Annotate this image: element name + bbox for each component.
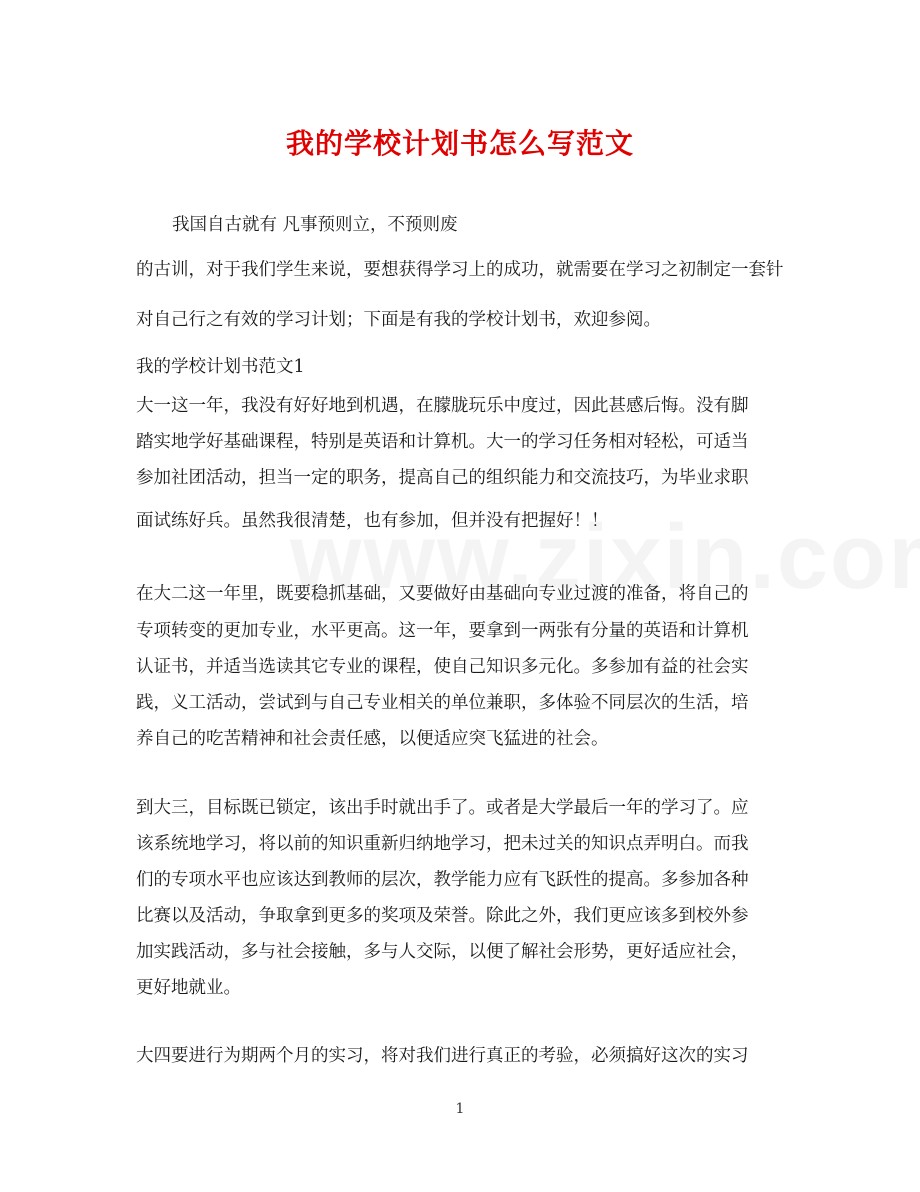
- paragraph-line: 更好地就业。: [136, 978, 241, 998]
- page-number: 1: [455, 1101, 465, 1117]
- paragraph-line: 养自己的吃苦精神和社会责任感，以便适应突飞猛进的社会。: [136, 729, 609, 749]
- paragraph-line: 到大三，目标既已锁定，该出手时就出手了。或者是大学最后一年的学习了。应: [136, 798, 749, 818]
- paragraph-line: 踏实地学好基础课程，特别是英语和计算机。大一的学习任务相对轻松，可适当: [136, 432, 749, 452]
- document-title: 我的学校计划书怎么写范文: [285, 127, 634, 160]
- paragraph-line: 践，义工活动，尝试到与自己专业相关的单位兼职，多体验不同层次的生活，培: [136, 693, 749, 713]
- paragraph-line: 比赛以及活动，争取拿到更多的奖项及荣誉。除此之外，我们更应该多到校外参: [136, 906, 749, 926]
- paragraph-line: 我国自古就有 凡事预则立，不预则废: [172, 215, 458, 235]
- paragraph-line: 认证书，并适当选读其它专业的课程，使自己知识多元化。多参加有益的社会实: [136, 657, 749, 677]
- paragraph-line: 对自己行之有效的学习计划；下面是有我的学校计划书，欢迎参阅。: [136, 310, 661, 330]
- paragraph-line: 专项转变的更加专业，水平更高。这一年，要拿到一两张有分量的英语和计算机: [136, 621, 749, 641]
- paragraph-line: 们的专项水平也应该达到教师的层次，教学能力应有飞跃性的提高。多参加各种: [136, 870, 749, 890]
- paragraph-line: 的古训，对于我们学生来说，要想获得学习上的成功，就需要在学习之初制定一套针: [136, 260, 784, 280]
- paragraph-line: 在大二这一年里，既要稳抓基础，又要做好由基础向专业过渡的准备，将自己的: [136, 584, 749, 604]
- paragraph-line: 加实践活动，多与社会接触，多与人交际，以便了解社会形势，更好适应社会，: [136, 942, 749, 962]
- paragraph-line: 面试练好兵。虽然我很清楚，也有参加，但并没有把握好！！: [136, 511, 609, 531]
- section-heading: 我的学校计划书范文1: [136, 357, 305, 377]
- paragraph-line: 该系统地学习，将以前的知识重新归纳地学习，把未过关的知识点弄明白。而我: [136, 834, 749, 854]
- paragraph-line: 参加社团活动，担当一定的职务，提高自己的组织能力和交流技巧，为毕业求职: [136, 468, 749, 488]
- paragraph-line: 大一这一年，我没有好好地到机遇，在朦胧玩乐中度过，因此甚感后悔。没有脚: [136, 396, 749, 416]
- paragraph-line: 大四要进行为期两个月的实习，将对我们进行真正的考验，必须搞好这次的实习: [136, 1046, 749, 1066]
